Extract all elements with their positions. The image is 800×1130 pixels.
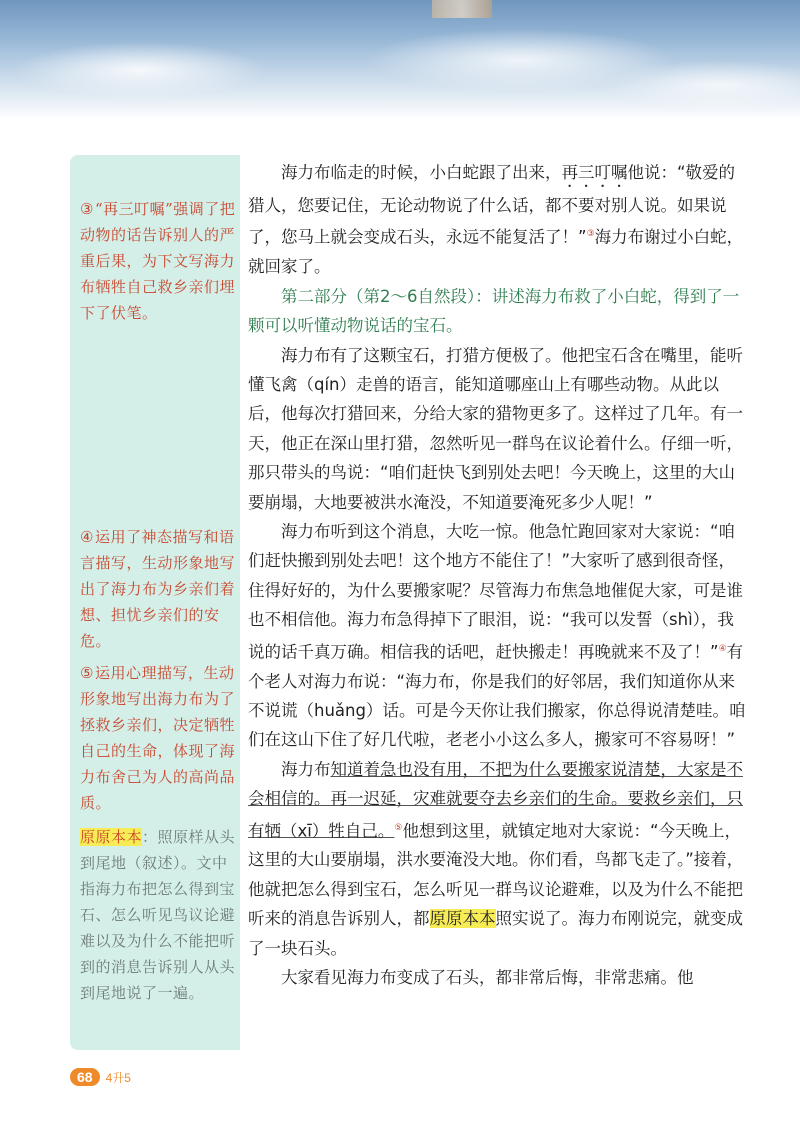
page-footer bbox=[70, 1067, 131, 1087]
text-run: 照实说了。海力布刚说完，就变成了一块石头。 bbox=[248, 909, 743, 958]
note-3 bbox=[80, 196, 240, 326]
section-summary: 第二部分（第2～6自然段）：讲述海力布救了小白蛇，得到了一颗可以听懂动物说话的宝石。 bbox=[248, 286, 740, 336]
text-run: 海力布听到这个消息，大吃一惊。他急忙跑回家对大家说：“咱们赶快搬到别处去吧！这个地方不能住了！”大家听了感到很奇怪，住得好好的，为什么要搬家呢？尽管海力布焦急地催促大家，可是谁也不相信他。海力布急得掉下了眼泪，说：“我可以发誓（shì），我说的话千真万确。相信我的话吧，赶快搬走！再晚就来不及了！” bbox=[248, 521, 743, 662]
paragraph-5: 大家看见海力布变成了石头，都非常后悔，非常悲痛。他 bbox=[281, 968, 694, 988]
note-definition bbox=[80, 824, 240, 1006]
paragraph-2: 海力布有了这颗宝石，打猎方便极了。他把宝石含在嘴里，能听懂飞禽（qín）走兽的语言，能知道哪座山上有哪些动物。从此以后，他每次打猎回来，分给大家的猎物更多了。这样过了几年。有一天，他正在深山里打猎，忽然听见一群鸟在议论着什么。仔细一听，那只带头的鸟说：“咱们赶快飞到别处去吧！今天晚上，这里的大山要崩塌，大地要被洪水淹没，不知道要淹死多少人呢！” bbox=[248, 345, 743, 512]
emphasis-text: 再三叮嘱 bbox=[561, 163, 628, 182]
text-run: 海力布临走的时候，小白蛇跟了出来， bbox=[281, 163, 562, 182]
header-clouds bbox=[0, 0, 800, 120]
note-5 bbox=[80, 660, 240, 816]
note-ref: ⑤ bbox=[394, 822, 403, 833]
paragraph-1 bbox=[248, 158, 748, 282]
note-ref: ④ bbox=[718, 643, 727, 654]
paragraph-3 bbox=[248, 517, 748, 755]
definition-text: ：照原样从头到尾地（叙述）。文中指海力布把怎么得到宝石、怎么听见鸟议论避难以及为什么不能把听到的消息告诉别人从头到尾地说了一遍。 bbox=[80, 828, 236, 1002]
definition-term: 原原本本 bbox=[80, 828, 143, 846]
paragraph-4 bbox=[248, 755, 748, 963]
note-ref: ③ bbox=[586, 229, 595, 240]
note-marker: ③ bbox=[80, 200, 94, 218]
highlighted-term: 原原本本 bbox=[429, 909, 496, 929]
note-text: 强调了把动物的话告诉别人的严重后果，为下文写海力布牺牲自己救乡亲们埋下了伏笔。 bbox=[80, 200, 236, 322]
header-building-illustration bbox=[432, 0, 492, 18]
underlined-text: 知道着急也没有用，不把为什么要搬家说清楚，大家是不会相信的。再一迟延，灾难就要夺去乡亲们的生命。要救乡亲们，只有牺（xī）牲自己。 bbox=[248, 759, 743, 841]
text-run: 有个老人对海力布说：“海力布，你是我们的好邻居，我们知道你从来不说谎（huǎng）话。可是今天你让我们搬家，你总得说清楚哇。咱们在这山下住了好几代啦，老老小小这么多人，搬家可不容易呀！” bbox=[248, 642, 746, 750]
grade-label: 4升5 bbox=[105, 1070, 131, 1085]
note-marker: ⑤ bbox=[80, 664, 94, 682]
note-quote: “再三叮嘱” bbox=[94, 200, 174, 218]
note-4 bbox=[80, 524, 240, 654]
note-text: 运用了神态描写和语言描写，生动形象地写出了海力布为乡亲们着想、担忧乡亲们的安危。 bbox=[80, 528, 236, 650]
page-number: 68 bbox=[70, 1068, 100, 1086]
text-run: 海力布谢过小白蛇，就回家了。 bbox=[248, 227, 744, 277]
text-run: 他说：“敬爱的猎人，您要记住，无论动物说了什么话，都不要对别人说。如果说了，您马上就会变成石头，永远不能复活了！” bbox=[248, 163, 736, 247]
main-text bbox=[248, 158, 748, 992]
text-run: 他想到这里，就镇定地对大家说：“今天晚上，这里的大山要崩塌，洪水要淹没大地。你们看，鸟都飞走了。”接着，他就把怎么得到宝石，怎么听见一群鸟议论避难，以及为什么不能把听来的消息告诉别人，都 bbox=[248, 821, 744, 929]
note-text: 运用心理描写，生动形象地写出海力布为了拯救乡亲们，决定牺牲自己的生命，体现了海力布舍己为人的高尚品质。 bbox=[80, 664, 236, 812]
note-marker: ④ bbox=[80, 528, 94, 546]
text-run: 海力布 bbox=[281, 759, 331, 779]
